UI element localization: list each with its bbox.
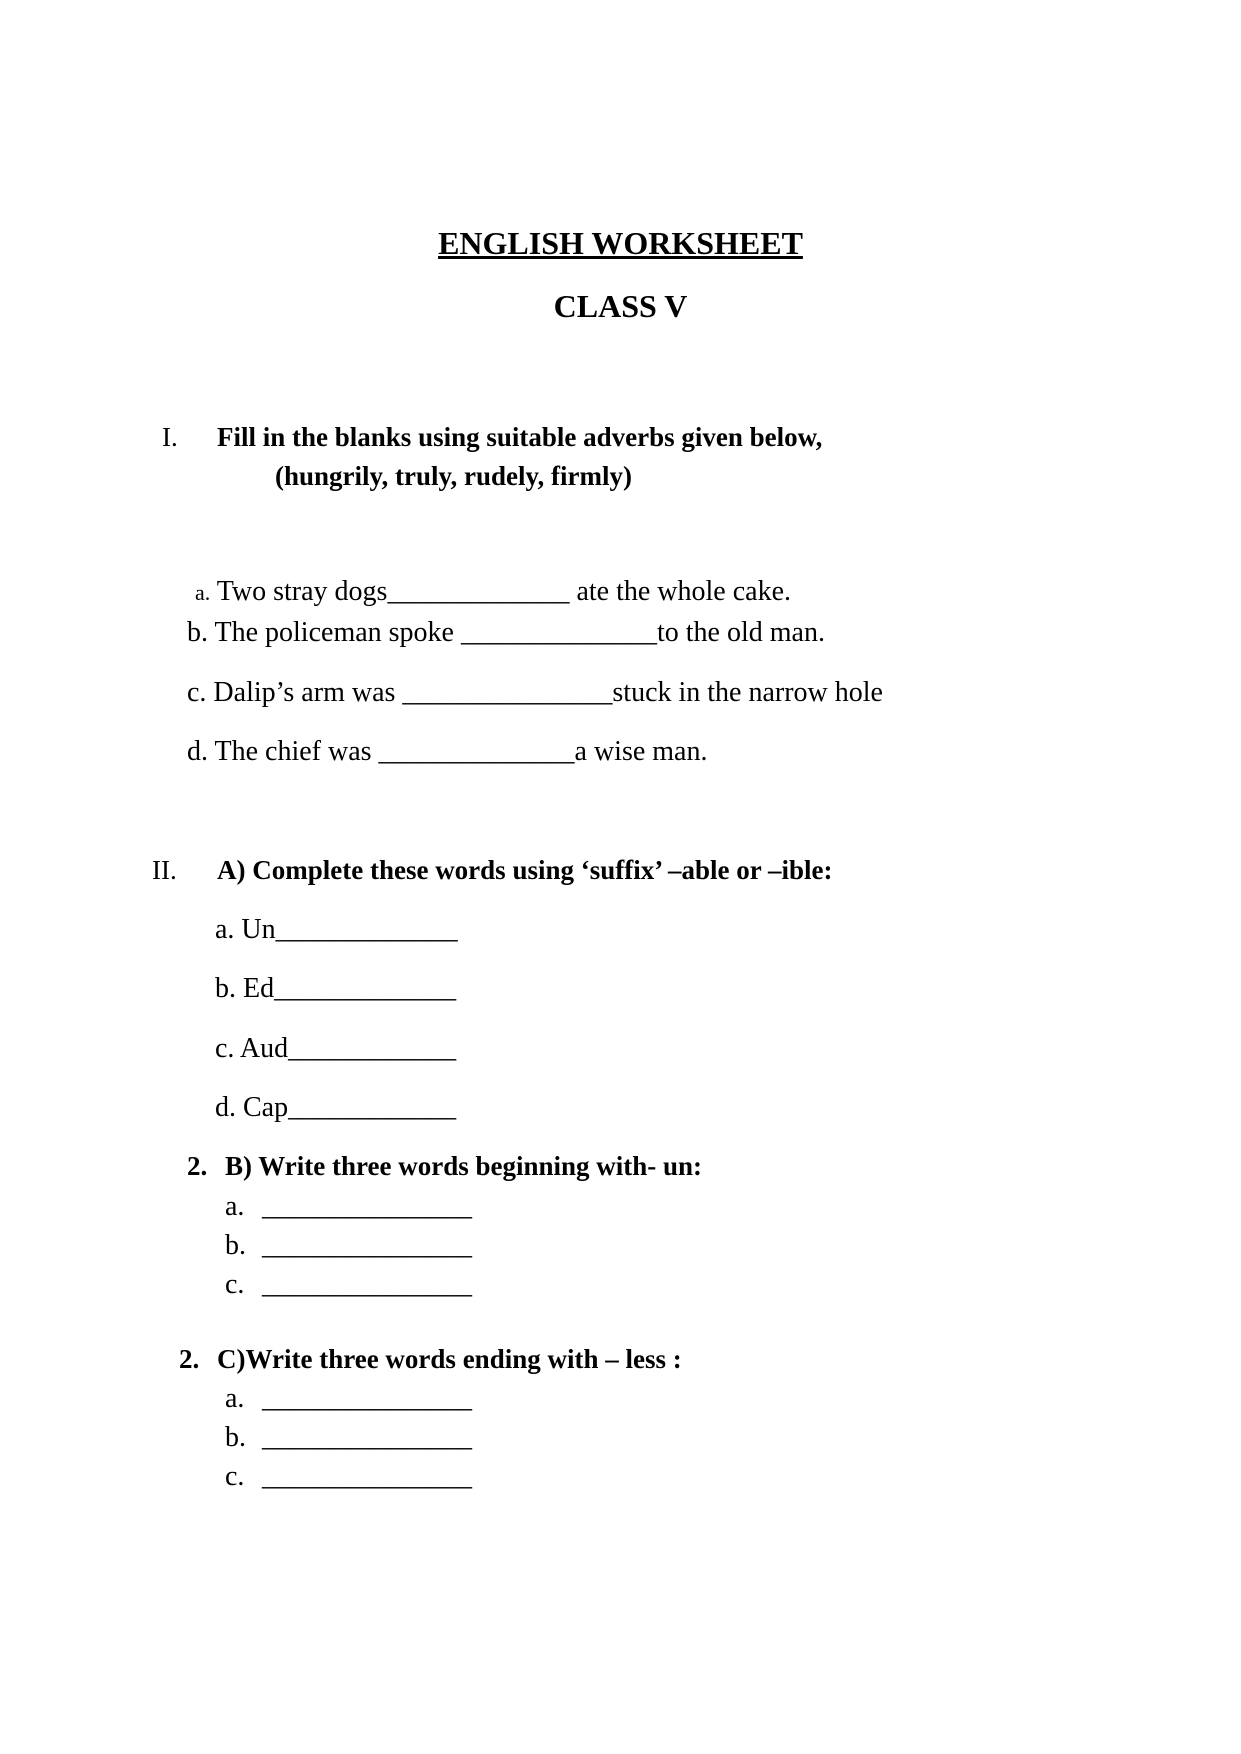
section-1-item-d: d. The chief was ______________a wise man.: [187, 736, 708, 767]
section-2a-item-b: b. Ed_____________: [215, 973, 457, 1004]
section-1-item-c: c. Dalip’s arm was _______________stuck in the narrow hole: [187, 677, 883, 708]
section-2c-heading: C)Write three words ending with – less :: [217, 1344, 682, 1374]
section-2c-item-c-blank: _______________: [262, 1461, 472, 1492]
section-2b-item-c-letter: c.: [225, 1269, 245, 1300]
section-2a-item-c: c. Aud____________: [215, 1033, 457, 1064]
page-title: ENGLISH WORKSHEET: [438, 225, 803, 261]
section-2c-item-a-letter: a.: [225, 1383, 245, 1414]
section-2-numeral: II.: [152, 855, 177, 885]
item-letter: a.: [195, 580, 211, 605]
section-1-item-a: [187, 558, 791, 608]
section-2c-item-a-blank: _______________: [262, 1383, 472, 1414]
section-2c-item-c-letter: c.: [225, 1461, 245, 1492]
section-2b-item-b-letter: b.: [225, 1230, 246, 1261]
section-2b-item-a-letter: a.: [225, 1191, 245, 1222]
section-2c-number: 2.: [179, 1344, 200, 1374]
section-1-item-b: b. The policeman spoke ______________to the old man.: [187, 617, 825, 648]
section-2b-heading: B) Write three words beginning with- un:: [225, 1151, 703, 1181]
class-label: CLASS V: [553, 288, 688, 324]
section-2c-item-b-blank: _______________: [262, 1422, 472, 1453]
section-2b-item-c-blank: _______________: [262, 1269, 472, 1300]
section-2a-item-a: a. Un_____________: [215, 914, 458, 945]
section-2b-item-a-blank: _______________: [262, 1191, 472, 1222]
section-2a-item-d: d. Cap____________: [215, 1092, 457, 1123]
item-text: Two stray dogs_____________ ate the whole cake.: [210, 576, 792, 607]
section-2b-item-b-blank: _______________: [262, 1230, 472, 1261]
section-1-instruction: Fill in the blanks using suitable adverbs given below,: [217, 422, 823, 452]
section-1-word-bank: (hungrily, truly, rudely, firmly): [275, 461, 633, 491]
section-2b-number: 2.: [187, 1151, 208, 1181]
section-1-numeral: I.: [162, 422, 178, 452]
section-2a-heading: A) Complete these words using ‘suffix’ –able or –ible:: [217, 855, 833, 885]
section-2c-item-b-letter: b.: [225, 1422, 246, 1453]
